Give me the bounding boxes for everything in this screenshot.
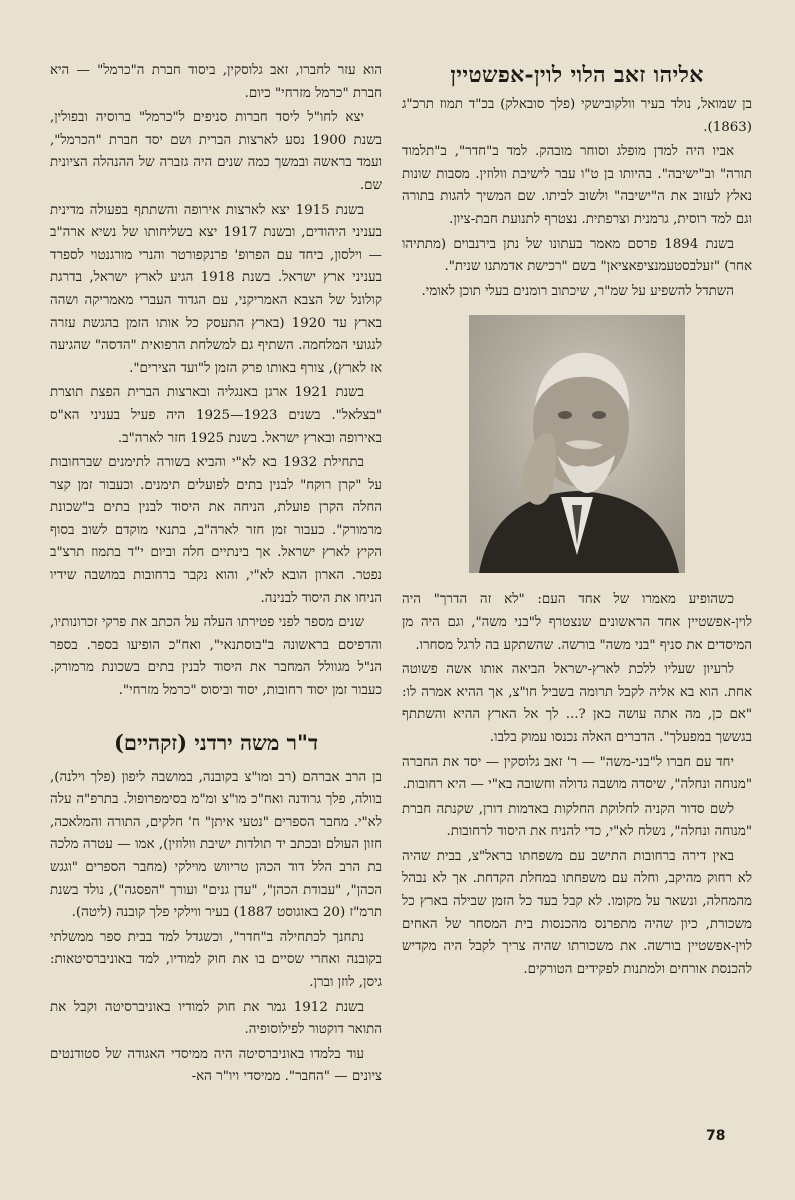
article-title-yardeni: ד"ר משה ירדני (זקהיים) [113,729,319,755]
paragraph: בן הרב אברהם (רב ומו"צ בקובנה, במושבה ליפון (פלך וילנה), בוולה, פלך גרודנה ואח"כ מו"צ ומ"מ בסימפרופול. בתרפ"ה עלה לא"י. מחבר הספרים "נטעי איתן" ח' חלקים, התורה והמלאכה, חזון העולם ובכתב יד תולדות ישיבת וולוזין), אמו — עטרה מלכה בת הרב הלל דוד הכהן טריווש מוילקי (מחבר הספרים "וגגש הכהן", "עבודת הכהן", "עדן גנים" ועורך "הפסגה"), נולד בשנת תרמ"ז (20 באוגוסט 1887) בעיר ווילקי פלך קובנה (ליטה). [50,769,382,921]
paragraph: אביו היה למדן מופלג וסוחר מובהק. למד ב"חדר", ב"תלמוד תורה" וב"ישיבה". בהיותו בן ט"ו עבר לישיבת וולוזין. מסבות שונות נאלץ לעזוב את ה"ישיבה" ולשוב לביתו. שם המשיך להגות בתורה וגם למד רוסית, גרמנית וצרפתית. נצטרף לתנועת חבת-ציון. [402,144,752,227]
paragraph: בשנת 1894 פרסם מאמר בעתונו של נתן בירנבוים (מתתיהו אחר) "זעלבסטעמנציפאציאן" בשם "רכישת אדמתנו שנית". [402,236,752,275]
paragraph: שנים מספר לפני פטירתו העלה על הכתב את פרקי זכרונותיו, והדפיסם בראשונה ב"בוסתנאי", ואח"כ הופיעו בספר. בספר הנ"ל מגוולל המחבר את היסוד לבנין בתים בשכונת מרמורק. כעבור זמן יסוד רחובות, יסוד וביסוס "כרמל מזרחי". [50,615,382,699]
paragraph: נתחנך לכתחילה ב"חדר", וכשגדל למד בבית ספר ממשלתי בקובנה ואחרי שסיים בו את חוק למודיו, למד באוניברסיטאות: גיסן, לוזן וברן. [50,929,382,990]
paragraph: יצא לחו"ל ליסד חברות סניפים ל"כרמל" ברוסיה ובפולין, בשנת 1900 נסע לארצות הברית ושם יסד חברת "הכרמל", ועמד בראשה ובמשך כמה שנים היה גזברה של ההנהלה הציונית שם. [50,110,382,193]
paragraph: לרעיון שעליו ללכת לארץ-ישראל הביאה אותו אשה פשוטה אחת. הוא בא אליה לקבל תרומה בשביל חו"צ, אך ההיא אמרה לו: "אם כן, מה אתה עושה כאן ?... לך אל הארץ ההיא והשתתף בגששך במפעלך". הדברים האלה נכנסו עמוק בלבו. [402,662,752,745]
paragraph: השתדל להשפיע על שמ"ר, שיכתוב רומנים בעלי תוכן לאומי. [421,283,734,299]
portrait-photo [469,315,685,573]
paragraph: הוא עזר לחברו, זאב גלוסקין, ביסוד חברת ה"כרמל" — היא חברת "כרמל מזרחי" כיום. [50,63,382,101]
paragraph: בן שמואל, נולד בעיר וולקובישקי (פלך סובאלק) בכ"ד תמוז תרכ"ג (1863). [402,97,752,135]
paragraph: בשנת 1912 גמר את חוק למודיו באוניברסיטה וקבל את התואר דוקטור לפילוסופיה. [50,999,382,1038]
paragraph: בשנת 1915 יצא לארצות אירופה והשתתף בפעולה מדינית בעניני היהודים, ובשנת 1917 יצא בשליחותו של נשיא ארה"ב — וילסון, ביחד עם הפרופ' פרנקפורטר והנרי מורגנטוי לספרד בעניני ארץ ישראל. בשנת 1918 הגיע לארץ ישראל, בדרגת קולונל של הצבא האמריקני, עם הגדוד העברי מאמריקה ושהה בארץ עד 1920 (בארץ התעסק כל אותו הזמן בהגשת עזרה לנגועי המלחמה. השתיף גם למשלחת הרפואית "הדסה" שהגיעה אז לארץ), צורף באותו פרק הזמן ל"ועד הצירים". [50,202,382,376]
paragraph: כשהופיע מאמרו של אחד העם: "לא זה הדרך" היה לוין-אפשטיין אחד הראשונים שנצטרף ל"בני משה", וגם היה מן המיסדים את סניף "בני משה" בורשה. שהשתקע בה לרגל מסחרו. [402,592,752,653]
paragraph: באין דירה ברחובות התישב עם משפחתו בראל"צ, בבית שהיה לא רחוק מהיקב, וחלה עם משפחתו במחלת הקדחת. אך לא נבהל מהמחלה, ונשאר על מקומו. לא קבל בעד כל הזמן שבילה בארץ כל משכורת, כיון שהיה מתפרנס מהכנסות בית המסחר של האחים לוין-אפשטיין בורשה. את משכורתו שהיה צריך לקבל היה מקדיש להכנסת אורחים ולמתנות לפקידים הטורקים. [402,848,752,977]
right-column [402,60,752,983]
paragraph: לשם סדור הקניה לחלוקת החלקות באדמות דורן, שקנתה חברת "מנוחה ונחלה", נשלח לא"י, כדי להניח את היסוד לרחובות. [402,801,752,840]
paragraph: יחד עם חברו ל"בני-משה" — ר' זאב גלוסקין — יסד את החברה "מנוחה ונחלה", שיסדה מושבה גדולה וחשובה בא"י — היא רחובות. [402,754,752,793]
portrait-illustration [469,315,685,573]
page-number: 78 [706,1128,726,1144]
paragraph: בשנת 1921 ארגן באנגליה ובארצות הברית הפצת תוצרת "בצלאל". בשנים 1923—1925 היה פעיל בעניני הא"ס באירופה ובארץ ישראל. בשנת 1925 חזר לארה"ב. [50,385,382,446]
paragraph: בתחילת 1932 בא לא"י והביא בשורה לתימנים שברחובות על "קרן רוקח" לבנין בתים לפועלים תימנים. וכעבור זמן קצר החלה הקרן פועלת, הניחה את היסוד לבנין בתים ב"שכונת מרמורק". כעבור זמן חזר לארה"ב, בתנאי מוקדם לשוב בסוף הקיץ לארץ ישראל. אך בינתיים חלה וביום י"ד בתמוז תרצ"ב נפטר. הארון הובא לא"י, והוא נקבר ברחובות במושבה שידיו הניחו את היסוד לבנינה. [50,455,382,606]
article-title-levin-epstein: אליהו זאב הלוי לוין-אפשטיין [450,62,704,88]
paragraph: עוד בלמדו באוניברסיטה היה ממיסדי האגודה של סטודנטים ציונים — "החבר". ממיסדי ויו"ר הא- [50,1046,382,1085]
left-column [50,60,382,1091]
